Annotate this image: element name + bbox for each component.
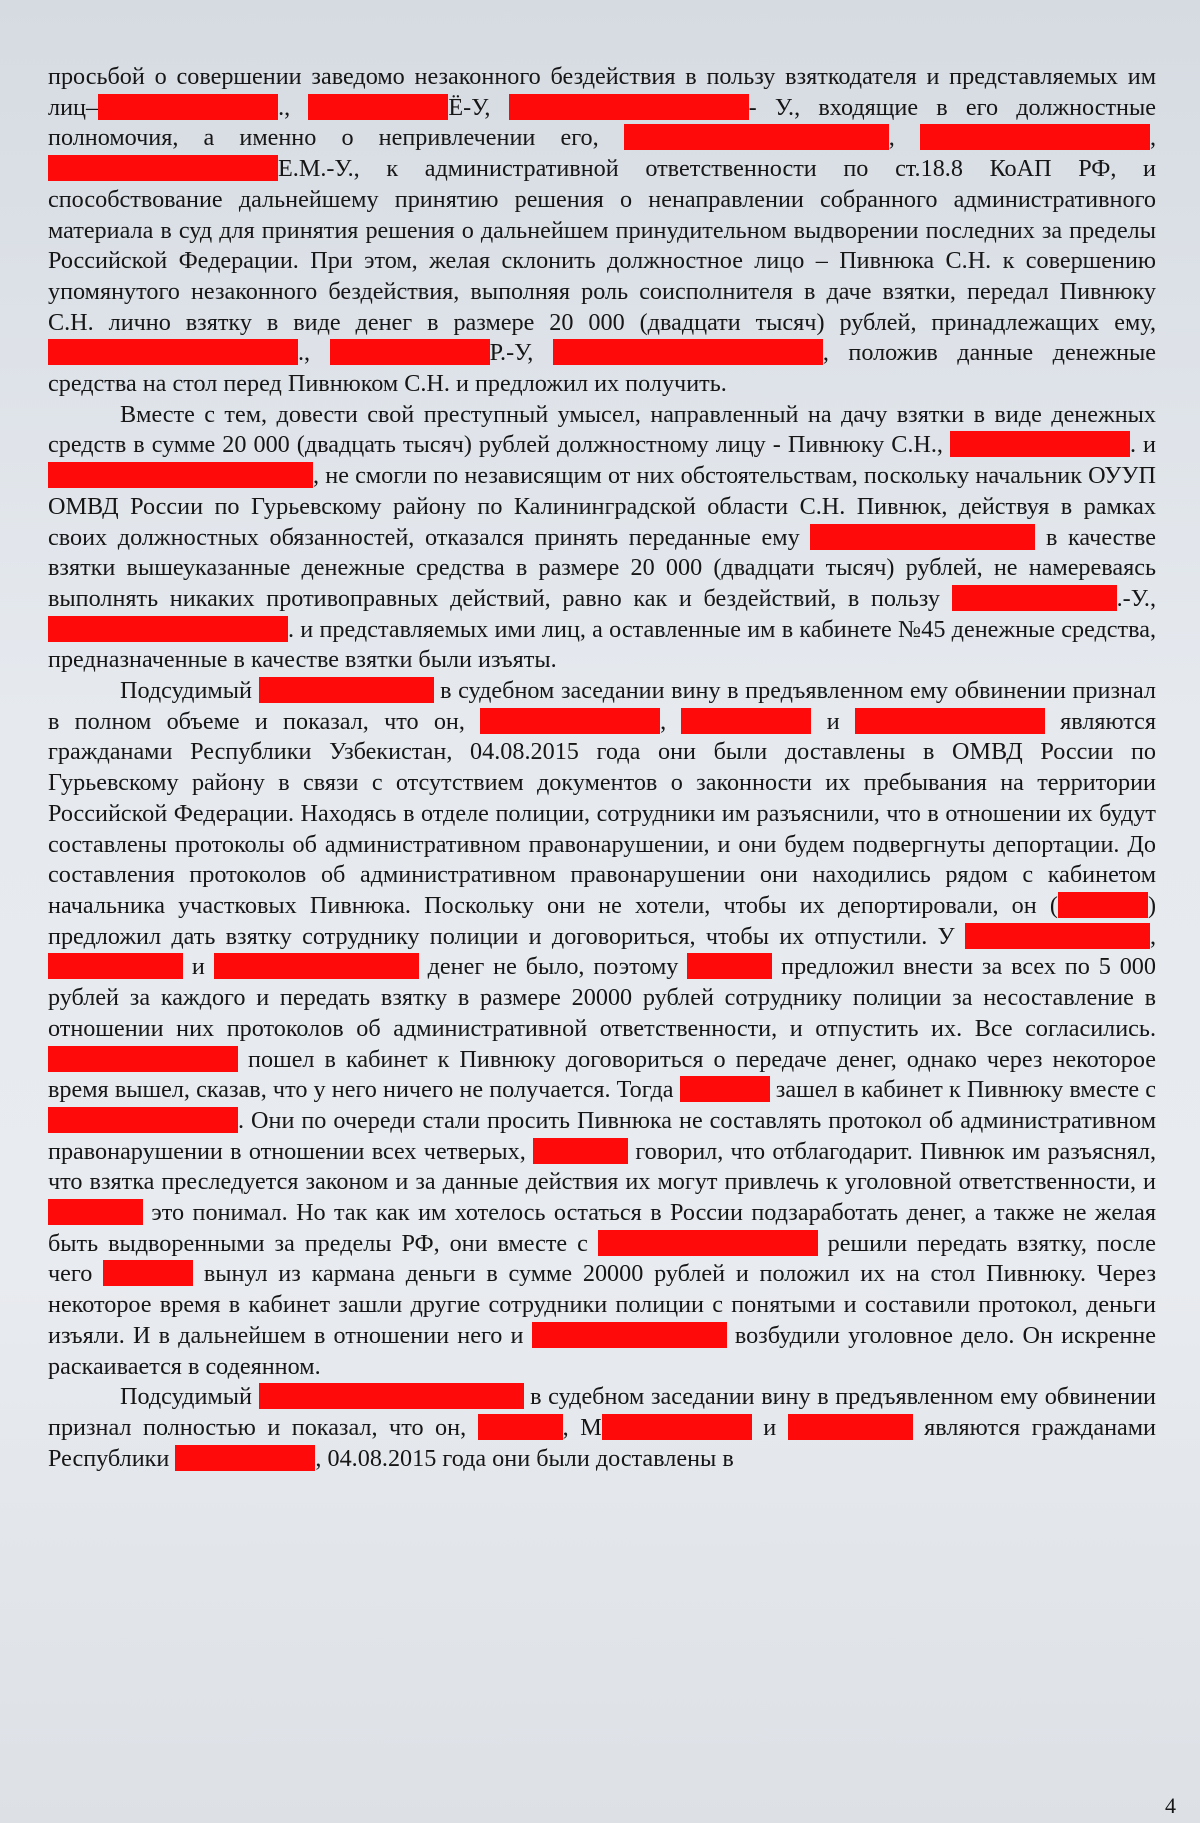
- text-run: возбудили уголовное дело. Он искренне раскаивается в содеянном.: [48, 1321, 1156, 1380]
- paragraph: [48, 1382, 1156, 1474]
- redaction-box: [532, 1322, 727, 1348]
- text-run: Вместе с тем, довести свой преступный умысел, направленный на дачу взятки в виде денежных средств в сумме 20 000 (двадцать тысяч) рублей должностному лицу - Пивнюку С.Н.,: [48, 400, 1156, 459]
- text-run: Р.-У,: [489, 339, 553, 367]
- redaction-box: [48, 155, 278, 181]
- text-run: , не смогли по независящим от них обстоятельствам, поскольку начальник ОУУП ОМВД России по Гурьевскому району по Калининградской области С.Н. Пивнюк, действуя в рамках своих должностных обязанностей, отказался принять переданные ему: [48, 462, 1156, 551]
- paragraph: [48, 62, 1156, 400]
- redaction-box: [48, 953, 183, 979]
- redaction-box: [48, 616, 288, 642]
- redaction-box: [952, 585, 1117, 611]
- redaction-box: [687, 953, 772, 979]
- text-run: .,: [278, 93, 309, 121]
- redaction-box: [308, 94, 448, 120]
- text-run: вынул из кармана деньги в сумме 20000 рублей и положил их на стол Пивнюку. Через некоторое время в кабинет зашли другие сотрудники полиции с понятыми и составили протокол, деньги изъяли. И в дальнейшем в отношении него и: [48, 1260, 1156, 1349]
- text-run: пошел в кабинет к Пивнюку договориться о передаче денег, однако через некоторое время вышел, сказав, что у него ничего не получается. Тогда: [48, 1045, 1156, 1104]
- redaction-box: [788, 1414, 913, 1440]
- redaction-box: [810, 524, 1035, 550]
- text-run: говорил, что отблагодарит. Пивнюк им разъяснял, что взятка преследуется законом и за данные действия их могут привлечь к уголовной ответственности, и: [48, 1137, 1156, 1196]
- redaction-box: [855, 708, 1045, 734]
- paragraph: [48, 400, 1156, 676]
- text-run: ,: [1149, 922, 1156, 950]
- redaction-box: [950, 431, 1130, 457]
- redaction-box: [259, 677, 434, 703]
- text-run: в качестве взятки вышеуказанные денежные средства в размере 20 000 (двадцати тысяч) рублей, не намереваясь выполнять никаких противоправных действий, равно как и бездействий, в пользу: [48, 523, 1157, 612]
- text-run: , 04.08.2015 года они были доставлены в: [315, 1444, 734, 1472]
- redaction-box: [48, 1199, 143, 1225]
- text-run: . и: [1129, 431, 1156, 459]
- text-run: .,: [298, 339, 330, 367]
- redaction-box: [1058, 892, 1148, 918]
- redaction-box: [598, 1230, 818, 1256]
- text-run: просьбой о совершении заведомо незаконного бездействия в пользу взяткодателя и представляемых им лиц–: [48, 63, 1156, 121]
- text-run: являются гражданами Республики Узбекистан, 04.08.2015 года они были доставлены в ОМВД России по Гурьевскому району в связи с отсутствием документов о законности их пребывания на территории Российской Федерации. Находясь в отделе полиции, сотрудники им разъяснили, что в отношении их будут составлены протоколы об административном правонарушении, и они будем подвергнуты депортации. До составления протоколов об административном правонарушении они находились рядом с кабинетом начальника участковых Пивнюка. Поскольку они не хотели, чтобы их депортировали, он (: [48, 707, 1157, 919]
- page-number: 4: [1165, 1793, 1176, 1818]
- redaction-box: [214, 953, 419, 979]
- text-run: и: [183, 953, 214, 981]
- text-run: являются гражданами Республики: [48, 1413, 1157, 1472]
- redaction-box: [259, 1383, 524, 1409]
- text-run: зашел в кабинет к Пивнюку вместе с: [769, 1076, 1156, 1104]
- text-run: . и представляемых ими лиц, а оставленные им в кабинете №45 денежные средства, предназначенные в качестве взятки были изъяты.: [48, 615, 1156, 674]
- text-run: Ё-У,: [448, 93, 509, 121]
- redaction-box: [602, 1414, 752, 1440]
- redaction-box: [965, 923, 1150, 949]
- redaction-box: [680, 1076, 770, 1102]
- redaction-box: [509, 94, 749, 120]
- text-run: .-У.,: [1116, 584, 1156, 612]
- text-run: в судебном заседании вину в предъявленном ему обвинении признал в полном объеме и показал, что он,: [48, 677, 1156, 735]
- text-run: , положив данные денежные средства на стол перед Пивнюком С.Н. и предложил их получить.: [48, 339, 1156, 398]
- document-text: [48, 62, 1156, 1474]
- text-run: решили передать взятку, после чего: [48, 1229, 1156, 1288]
- redaction-box: [330, 339, 490, 365]
- text-run: ,: [1149, 124, 1156, 152]
- text-run: - У., входящие в его должностные полномочия, а именно о непривлечении его,: [48, 93, 1156, 152]
- redaction-box: [480, 708, 660, 734]
- text-run: предложил внести за всех по 5 000 рублей за каждого и передать взятку в размере 20000 рублей сотруднику полиции за несоставление в отношении них протоколов об административной ответственности, и отпустить их. Все согласились.: [48, 953, 1156, 1042]
- text-run: и: [751, 1413, 788, 1441]
- text-run: Подсудимый: [120, 1383, 259, 1411]
- redaction-box: [920, 124, 1150, 150]
- text-run: , М: [562, 1413, 602, 1441]
- redaction-box: [624, 124, 889, 150]
- text-run: ,: [660, 707, 682, 735]
- redaction-box: [103, 1260, 193, 1286]
- text-run: ) предложил дать взятку сотруднику полиции и договориться, чтобы их отпустили. У: [48, 891, 1156, 950]
- redaction-box: [48, 462, 313, 488]
- text-run: в судебном заседании вину в предъявленном ему обвинении признал полностью и показал, что он,: [48, 1383, 1156, 1441]
- redaction-box: [98, 94, 278, 120]
- redaction-box: [48, 1046, 238, 1072]
- redaction-box: [48, 1107, 238, 1133]
- redaction-box: [48, 339, 298, 365]
- text-run: Подсудимый: [120, 677, 259, 705]
- text-run: ,: [888, 124, 920, 152]
- redaction-box: [533, 1138, 628, 1164]
- text-run: и: [811, 707, 855, 735]
- paragraph: [48, 676, 1156, 1382]
- text-run: это понимал. Но так как им хотелось остаться в России подзаработать денег, а также не желая быть выдворенными за пределы РФ, они вместе с: [48, 1199, 1156, 1257]
- text-run: денег не было, поэтому: [418, 953, 688, 981]
- redaction-box: [681, 708, 811, 734]
- redaction-box: [175, 1445, 315, 1471]
- redaction-box: [478, 1414, 563, 1440]
- text-run: Е.М.-У., к административной ответственности по ст.18.8 КоАП РФ, и способствование дальнейшему принятию решения о ненаправлении собранного административного материала в суд для принятия решения о дальнейшем принудительном выдворении последних за пределы Российской Федерации. При этом, желая склонить должностное лицо – Пивнюка С.Н. к совершению упомянутого незаконного бездействия, выполняя роль соисполнителя в даче взятки, передал Пивнюку С.Н. лично взятку в виде денег в размере 20 000 (двадцати тысяч) рублей, принадлежащих ему,: [48, 155, 1156, 336]
- redaction-box: [553, 339, 823, 365]
- text-run: . Они по очереди стали просить Пивнюка не составлять протокол об административном правонарушении в отношении всех четверых,: [48, 1106, 1156, 1165]
